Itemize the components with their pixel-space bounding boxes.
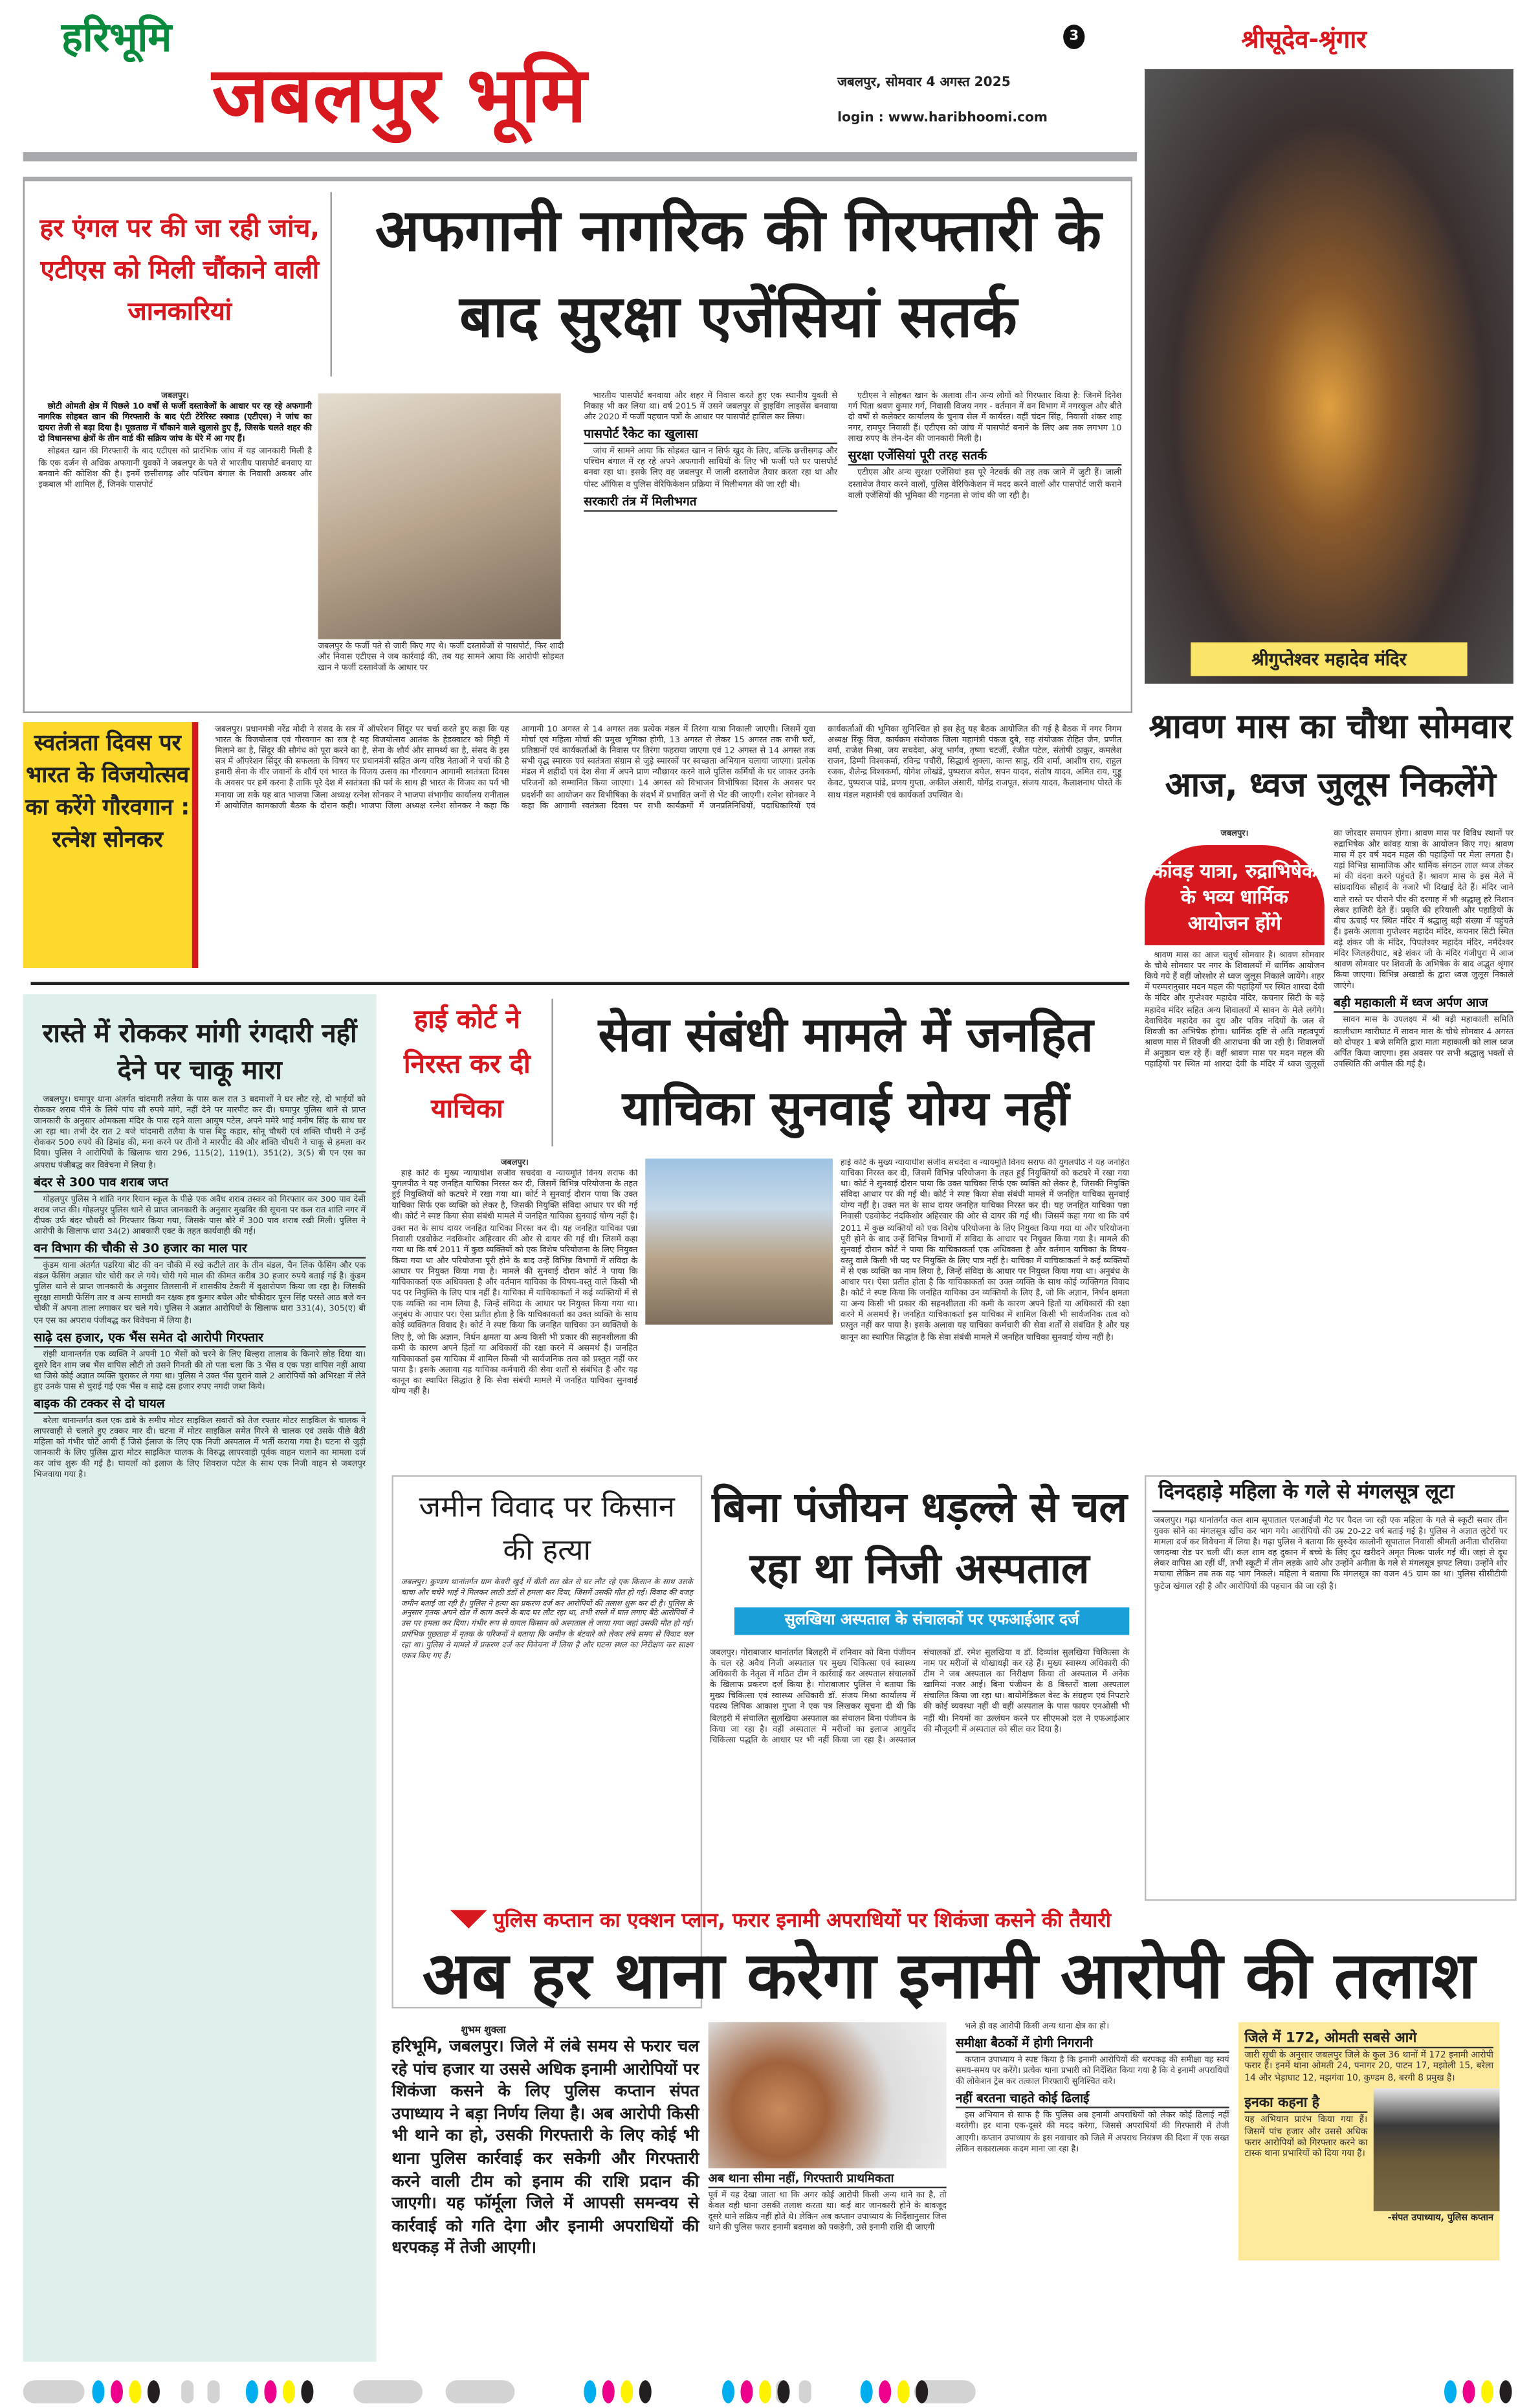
main-text: कप्तान उपाध्याय ने स्पष्ट किया है कि इनामी आरोपियों की धरपकड़ की समीक्षा वह स्वयं समय-समय पर करेंगे। प्रत्येक थाना प्रभारी को निर्देशित किया गया है कि वे इनामी अपराधियों की लोकेशन ट्रेस कर तत्काल गिरफ्तारी सुनिश्चित करें। [955,2056,1229,2088]
highcourt-col-1 [391,1158,637,1450]
dateline: जबलपुर। [501,1158,529,1168]
dateline: जबलपुर। [1220,830,1249,839]
color-registration-dot [639,2380,652,2403]
highcourt-kicker: हाई कोर्ट ने निरस्त कर दी याचिका [404,1004,531,1125]
highcourt-col-2: हाई कोर्ट के मुख्य न्यायाधीश संजीव सचदेवा व न्यायमूर्ति विनय सराफ की युगलपीठ ने यह जनहित याचिका निरस्त कर दी, जिसमें विभिन्न परियोजना के तहत हुई नियुक्तियों को कटघरे में रखा गया था। कोर्ट ने सुनवाई दौरान पाया कि उक्त याचिका सिर्फ एक व्यक्ति को लेकर है, जिसकी नियुक्ति संविदा आधार पर की गई थी। कोर्ट ने स्पष्ट किया सेवा संबंधी मामले में जनहित याचिका सुनवाई योग्य नहीं है। उक्त मत के साथ दायर जनहित याचिका निरस्त कर दी। यह जनहित याचिका पन्ना निवासी एडवोकेट नंदकिशोर अहिरवार की ओर से दायर की गई थी। जिसमें कहा गया था कि वर्ष 2011 में कुछ व्यक्तियों को एक विशेष परियोजना के लिए नियुक्त किया गया था और परियोजना पूरी होने के बाद उन्हें विभिन्न विभागों में संविदा के आधार पर नियुक्त किया गया है। मामले की सुनवाई दौरान कोर्ट ने पाया कि याचिकाकर्ता एक अधिवक्ता है और वर्तमान याचिका के विषय-वस्तु वाले किसी भी पद पर नियुक्ति के लिए पात्र नहीं है। याचिका में याचिकाकर्ता ने कई व्यक्तियों में से एक व्यक्ति का नाम लिया है, जिन्हें संविदा के आधार पर नियुक्त किया गया था। अनुबंध के आधार पर। ऐसा प्रतीत होता है कि याचिकाकर्ता का उक्त व्यक्ति के साथ कोई व्यक्तिगत विवाद है। कोर्ट ने स्पष्ट किया कि जनहित याचिका उन व्यक्तियों के लिए है, जो कि अज्ञान, निर्धन क्षमता या अन्य किसी भी प्रकार की सहनशीलता की कमी के कारण अपने हितों या अधिकारों की रक्षा करने में असमर्थ हैं। जनहित याचिकाकर्ता इस याचिका में शामिल किसी भी सार्वजनिक तत्व को प्रस्तुत नहीं कर पाया है। इसके अलावा यह याचिका कर्मचारी की सेवा शर्तों से संबंधित है और यह कानून का स्थापित सिद्धांत है कि सेवा संबंधी मामले में जनहित याचिका सुनवाई योग्य नहीं है। [840,1158,1130,1343]
crime-brief-column [23,994,377,2361]
color-registration-dot [861,2380,873,2403]
land-text: जबलपुर। कुण्डम थानांतर्गत ग्राम केवरी खुर्द में बीती रात खेत से घर लौट रहे एक किसान के साथ उसके चाचा और चचेरे भाई ने मिलकर लाठी डंडों से हमला कर दिया, जिसमें उसकी मौत हो गई। विवाद की वजह जमीन बताई जा रही है। पुलिस ने हत्या का प्रकरण दर्ज कर आरोपियों की तलाश शुरू कर दी है। पुलिस के अनुसार मृतक अपने खेत में काम करने के बाद घर लौट रहा था, तभी रास्ते में घात लगाए बैठे आरोपियों ने उस पर हमला कर दिया। गंभीर रूप से घायल किसान को अस्पताल ले जाया गया जहां उसकी मौत हो गई। प्रारंभिक पूछताछ में मृतक के परिजनों ने बताया कि जमीन के बंटवारे को लेकर लंबे समय से विवाद चल रहा था। पुलिस ने मामले में प्रकरण दर्ज कर विवेचना में लिया है और घटना स्थल का निरीक्षण कर साक्ष्य एकत्र किए गए हैं। [401,1578,693,1661]
main-text: भले ही वह आरोपी किसी अन्य थाना क्षेत्र का हो। [965,2022,1110,2032]
chain-snatching-headline: दिनदहाड़े महिला के गले से मंगलसूत्र लूटा [1152,1477,1509,1512]
color-registration-dot [111,2380,123,2403]
stats-box [1238,2022,1500,2260]
section-rule [30,982,1129,985]
subheading: सुरक्षा एजेंसियां पूरी तरह सतर्क [848,449,1122,466]
quote-title: इनका कहना है [1244,2092,1367,2113]
hospital-banner: सुलखिया अस्पताल के संचालकों पर एफआईआर दर्ज [734,1607,1129,1635]
lead-body: जांच में सामने आया कि सोहबत खान न सिर्फ खुद के लिए, बल्कि छत्तीसगढ़ और पश्चिम बंगाल में रह रहे अपने अफगानी साथियों के लिए भी फर्जी पते पर पासपोर्ट बनवा रहा था। इसके लिए वह जबलपुर में जाली दस्तावेज तैयार करता रहा था और पोस्ट ऑफिस व पुलिस वेरिफिकेशन प्रक्रिया में मिलीभगत की जा रही थी। [584,447,838,490]
kicker-divider [331,192,332,377]
color-registration-dot [916,2380,928,2403]
brief-text: जबलपुर। घमापुर थाना अंतर्गत चांदमारी तलैया के पास कल रात 3 बदमाशों ने घर लौट रहे, दो भाईयों को रोककर शराब पीने के लिये पांच सौ रुपये मांगे, नहीं देने पर मारपीट कर दी। घमापुर पुलिस थाने से प्राप्त जानकारी के अनुसार ओमकला मंदिर के पास रहने वाला आयुष पटेल, अपने ममेरे भाई मनीष सिंह के साथ घर आ रहा था। तभी देर रात 2 बजे चांदमारी तलैया के पास बिट्टू कहार, सोनू चौधरी एवं शक्ति चौधरी ने उन्हें रोककर 500 रुपये की डिमांड की, मना करने पर तीनों ने मारपीट की और शक्ति चौधरी ने चाकू से हमला कर दिया। पुलिस ने आरोपियों के खिलाफ धारा 296, 115(2), 119(1), 351(2), 3(5) बी एन एस का अपराध पंजीबद्ध कर विवेचना में लिया है। [34,1096,366,1171]
lead-body: सोहबत खान की गिरफ्तारी के बाद एटीएस को प्रारंभिक जांच में यह जानकारी मिली है कि एक दर्जन से अधिक अफगानी युवकों ने जबलपुर के पते से भारतीय पासपोर्ट बनवाए या बनवाने की कोशिश की है। इनमें छत्तीसगढ़ और पश्चिम बंगाल के निवासी अकबर और इकबाल भी शामिल हैं, जिनके पासपोर्ट [38,448,313,490]
registration-pill [23,2380,85,2403]
lead-kicker: हर एंगल पर की जा रही जांच, एटीएस को मिली चौंकाने वाली जानकारियां [39,214,320,326]
main-col-3 [956,2022,1229,2260]
hospital-body: जबलपुर। गोराबाजार थानांतर्गत बिलहरी में शनिवार को बिना पंजीयन के चल रहे अवैध निजी अस्पताल पर मुख्य चिकित्सा एवं स्वास्थ्य अधिकारी के नेतृत्व में गठित टीम ने कार्रवाई कर अस्पताल संचालकों के खिलाफ प्रकरण दर्ज किया है। गोराबाजार पुलिस ने बताया कि मुख्य चिकित्सा एवं स्वास्थ्य अधिकारी डॉ. संजय मिश्रा कार्यालय में पदस्थ लिपिक आकाश गुप्ता ने एक पत्र लिखकर सूचना दी थी कि बिलहरी में संचालित सुलखिया अस्पताल का संचालन बिना पंजीयन के किया जा रहा है। वहीं अस्पताल में मरीजों का इलाज आयुर्वेद चिकित्सा पद्धति के आधार पर भी नहीं किया जा रहा है। अस्पताल संचालकों डॉ. रमेश सुलखिया व डॉ. दिव्यांश सुलखिया चिकित्सा के नाम पर मरीजों से धोखाधड़ी कर रहे हैं। मुख्य स्वास्थ्य अधिकारी की टीम ने जब अस्पताल का निरीक्षण किया तो अस्पताल में अनेक खामियां नजर आईं। बिना पंजीयन के 8 बिस्तरों वाला अस्पताल संचालित किया जा रहा था। बायोमेडिकल वेस्ट के संग्रहण एवं निपटारे की कोई व्यवस्था नहीं थी वहीं अस्पताल के पास फायर एनओसी भी नहीं थी। नियमों का उल्लंघन करने पर सीएमओ दल ने एफआईआर की मौजूदगी में अस्पताल को सील कर दिया है। [710,1648,1130,1745]
main-col-2: पूर्व में यह देखा जाता था कि अगर कोई आरोपी किसी अन्य थाने का है, तो केवल वही थाना उसकी तलाश करता था। कई बार जानकारी होने के बावजूद दूसरे थाने सक्रिय नहीं होते थे। लेकिन अब कप्तान उपाध्याय के निर्देशानुसार जिस थाने की पुलिस फरार इनामी बदमाश को पकड़ेगी, उसे इनामी राशि दी जाएगी [708,2191,947,2233]
shravan-text: सावन मास के उपलक्ष्य में श्री बड़ी महाकाली समिति कालीधाम ग्वारीघाट में सावन मास के चौथे सोमवार 4 अगस्त को दोपहर 1 बजे समिति द्वारा माता महाकाली को लाल ध्वज अर्पित किया जाएगा। इस अवसर पर सभी श्रद्धालु भक्तों से उपस्थिति की अपील की गई है। [1334,1016,1513,1070]
page-number: 3 [1063,25,1084,49]
edition-title: जबलपुर भूमि [212,50,587,140]
subheading: सरकारी तंत्र में मिलीभगत [584,494,837,511]
subheading: नहीं बरतना चाहते कोई ढिलाई [956,2092,1229,2109]
main-intro: हरिभूमि, जबलपुर। जिले में लंबे समय से फरार चल रहे पांच हजार या उससे अधिक इनामी आरोपियों पर शिकंजा कसने के लिए पुलिस कप्तान संपत उपाध्याय ने बड़ा निर्णय लिया है। अब आरोपी किसी भी थाने का हो, उसकी गिरफ्तारी के लिए कोई भी थाना पुलिस कार्रवाई कर सकेगी और गिरफ्तारी करने वाली टीम को इनाम की राशि प्रदान की जाएगी। यह फॉर्मूला जिले में आपसी समन्वय से कार्रवाई को गति देगा और इनामी अपराधियों की धरपकड़ में तेजी आएगी। [391,2037,699,2258]
color-registration-dot [722,2380,734,2403]
highcourt-text: हाई कोर्ट के मुख्य न्यायाधीश संजीव सचदेवा व न्यायमूर्ति विनय सराफ की युगलपीठ ने यह जनहित याचिका निरस्त कर दी, जिसमें विभिन्न परियोजना के तहत हुई नियुक्तियों को कटघरे में रखा गया था। कोर्ट ने सुनवाई दौरान पाया कि उक्त याचिका सिर्फ एक व्यक्ति को लेकर है, जिसकी नियुक्ति संविदा आधार पर की गई थी। कोर्ट ने स्पष्ट किया सेवा संबंधी मामले में जनहित याचिका सुनवाई योग्य नहीं है। उक्त मत के साथ दायर जनहित याचिका निरस्त कर दी। यह जनहित याचिका पन्ना निवासी एडवोकेट नंदकिशोर अहिरवार की ओर से दायर की गई थी। जिसमें कहा गया था कि वर्ष 2011 में कुछ व्यक्तियों को एक विशेष परियोजना के लिए नियुक्त किया गया था और परियोजना पूरी होने के बाद उन्हें विभिन्न विभागों में संविदा के आधार पर नियुक्त किया गया है। मामले की सुनवाई दौरान कोर्ट ने पाया कि याचिकाकर्ता एक अधिवक्ता है और वर्तमान याचिका के विषय-वस्तु वाले किसी भी पद पर नियुक्ति के लिए पात्र नहीं है। याचिका में याचिकाकर्ता ने कई व्यक्तियों में से एक व्यक्ति का नाम लिया है, जिन्हें संविदा के आधार पर नियुक्त किया गया था। अनुबंध के आधार पर। ऐसा प्रतीत होता है कि याचिकाकर्ता का उक्त व्यक्ति के साथ कोई व्यक्तिगत विवाद है। कोर्ट ने स्पष्ट किया कि जनहित याचिका उन व्यक्तियों के लिए है, जो कि अज्ञान, निर्धन क्षमता या अन्य किसी भी प्रकार की सहनशीलता की कमी के कारण अपने हितों या अधिकारों की रक्षा करने में असमर्थ हैं। जनहित याचिकाकर्ता इस याचिका में शामिल किसी भी सार्वजनिक तत्व को प्रस्तुत नहीं कर पाया है। इसके अलावा यह याचिका कर्मचारी की सेवा शर्तों से संबंधित है और यह कानून का स्थापित सिद्धांत है कि सेवा संबंधी मामले में जनहित याचिका सुनवाई योग्य नहीं है। [391,1169,638,1397]
color-registration-dot [148,2380,160,2403]
highcourt-headline: सेवा संबंधी मामले में जनहित याचिका सुनवाई योग्य नहीं [598,1008,1094,1138]
main-story [391,1905,1506,2260]
photo-caption: श्रीगुप्तेश्वर महादेव मंदिर [1191,643,1467,676]
lead-col-2 [584,392,837,514]
independence-kicker-box [23,722,199,968]
lead-body: भारतीय पासपोर्ट बनवाया और शहर में निवास करते हुए एक स्थानीय युवती से निकाह भी कर लिया था। वर्ष 2015 में उसने जबलपुर से ड्राइविंग लाइसेंस बनवाया और 2020 में फर्जी पहचान पत्रों के आधार पर पासपोर्ट हासिल कर लिया। [584,392,838,423]
shravan-headline: श्रावण मास का चौथा सोमवार आज, ध्वज जुलूस निकलेंगे [1149,708,1513,806]
subheading: वन विभाग की चौकी से 30 हजार का माल पार [34,1242,366,1259]
registration-pill [181,2380,193,2403]
subheading: बड़ी महाकाली में ध्वज अर्पण आज [1334,997,1513,1013]
haribhoomi-logo[interactable]: हरिभूमि [61,15,172,61]
issue-date: जबलपुर, सोमवार 4 अगस्त 2025 [837,75,1011,91]
land-headline: जमीन विवाद पर किसान की हत्या [419,1490,675,1567]
quote-author: -संपत उपाध्याय, पुलिस कप्तान [1387,2213,1494,2224]
main-text: इस अभियान से साफ है कि पुलिस अब इनामी अपराधियों को लेकर कोई ढिलाई नहीं बरतेगी। हर थाना एक-दूसरे की मदद करेगा, जिससे अपराधियों की गिरफ्तारी में तेजी आएगी। कप्तान उपाध्याय के इस नवाचार को जिले में अपराध नियंत्रण की दिशा में एक सख्त लेकिन सकारात्मक कदम माना जा रहा है। [955,2112,1229,2154]
highcourt-building-photo [645,1158,833,1324]
independence-body: जबलपुर। प्रधानमंत्री नरेंद्र मोदी ने संसद के सत्र में ऑपरेशन सिंदूर पर चर्चा करते हुए कहा कि यह भारत के विजयोत्सव एवं गौरवगान का सत्र है यह विजयोत्सव आतंक के हेडक्वाटर को मिट्टी में मिलाने का है, सिंदूर की सौगंध को पूरा करने का है, सेना के शौर्य और सामर्थ्य का है, संसद के इस सत्र में ऑपरेशन सिंदूर की सफलता के विषय पर प्रधानमंत्री सहित अन्य वरिष्ठ नेताओं ने चर्चा की है हमारी सेना के वीर जवानों के शौर्य एवं भारत के विजय उत्सव का गौरवगान आगामी स्वतंत्रता दिवस के अवसर पर हमें करना है ताकि पूरे देश में स्वतंत्रता की पर्व के साथ ही भारत के विजय का पर्व भी मनाया जा सके यह बात भाजपा जिला अध्यक्ष रत्नेश सोनकर ने भाजपा संभागीय कार्यालय रानीताल में आयोजित कामकाजी बैठक के दौरान कही। भाजपा जिला अध्यक्ष रत्नेश सोनकर ने कहा कि आगामी 10 अगस्त से 14 अगस्त तक प्रत्येक मंडल में तिरंगा यात्रा निकाली जाएगी। जिसमें युवा मोर्चा एवं महिला मोर्चा की प्रमुख भूमिका होगी, 13 अगस्त से लेकर 15 अगस्त तक सभी घरों, प्रतिष्ठानों एवं कार्यकर्ताओं के निवास पर तिरंगा फहराया जाएगा एवं 12 अगस्त से 14 अगस्त तक सभी वृद्ध स्मारक एवं स्वतंत्रता संग्राम से जुड़े स्मारकों पर स्वच्छता अभियान चलाया जाएगा। प्रत्येक मंडल में शहीदों एवं देश सेवा में अपने प्राण न्यौछावर करने वाले पुलिस कर्मियों के घर जाकर उनके परिजनों को सम्मानित किया जाएगा। 14 अगस्त को विभाजन विभीषिका दिवस के अवसर पर प्रदर्शनी का आयोजन कर विभीषिका के संदर्भ में प्रभावित जनों से भेंट की जाएगी। रत्नेश सोनकर ने कहा कि आगामी स्वतंत्रता दिवस पर सभी कार्यक्रमों में जनप्रतिनिधियों, पदाधिकारियों एवं कार्यकर्ताओं की भूमिका सुनिश्चित हो इस हेतु यह बैठक आयोजित की गई है बैठक में नगर निगम अध्यक्ष रिंकू विज, कार्यक्रम संयोजक जिला महामंत्री पंकज दुबे, सह संयोजक रोहित जैन, प्रणीत वर्मा, राजेश मिश्रा, जय सचदेवा, अंजू भार्गव, तृष्णा चटर्जी, रंजीत पटेल, संतोषी ठाकुर, कमलेश राजन, डिम्पी विश्वकर्मा, रविन्द्र पचौरी, सिद्धार्थ शुक्ला, कान्त साहू, रवि शर्मा, आशीष राय, राहुल रजक, शैलेन्द्र विश्वकर्मा, योगेश लोखंडे, पुष्पराज बघेल, सपन यादव, संतोष यादव, अमित राय, गुड्डू केवट, पुष्पराज पांडे, प्रणय गुप्ता, अकील अंसारी, योगेंद्र राजपूत, संजय यादव, कैलाशनाथ पोरते के साथ मंडल महामंत्री एवं कार्यकर्ता उपस्थित थे। [215,725,1122,811]
color-registration-dot [283,2380,295,2403]
lead-headline: अफगानी नागरिक की गिरफ्तारी के बाद सुरक्षा एजेंसियां सतर्क [375,196,1102,351]
lead-col-1 [38,392,312,492]
kicker-divider [551,999,553,1146]
color-registration-dot [741,2380,753,2403]
shravan-text: श्रावण मास का आज चतुर्थ सोमवार है। श्रावण सोमवार के चौथे सोमवार पर नगर के शिवालयों में धार्मिक आयोजन किये गये हैं वहीं जोरशोर से ध्वज जुलूस निकाले जायेंगे। शहर में परम्परानुसार मदन महल की पहाड़ियों पर स्थित शारदा देवी के मंदिर और गुप्तेश्वर महादेव मंदिर, कचनार सिटी के बड़े महादेव मंदिर सहित अन्य शिवालयों में सावन के मेले लगेंगे। देवाधिदेव महादेव का दूध और पवित्र नदियों के जल से शिवजी का अभिषेक होगा। धार्मिक दृष्टि से अति महत्वपूर्ण श्रावण मास में शिवजी की आराधना की जा रही है। शिवालयों में अनुष्ठान चल रहे हैं। वहीं श्रावण मास पर मदन महल की पहाड़ियों पर स्थित मां शारदा देवी के मंदिर में ध्वज जुलूसों का जोरदार समापन होगा। श्रावण मास पर विविध स्थानों पर रुद्राभिषेक और कांवड़ यात्रा के आयोजन किए गए। श्रावण मास में हर वर्ष मदन महल की पहाड़ियों पर मेला लगता है। यहां विभिन्न सामाजिक और धार्मिक संगठन लाल ध्वज लेकर मां की वंदना करने पहुंचते हैं। श्रावण मास के इस मेले में सांप्रदायिक सौहार्द के नजारे भी दिखाई देते हैं। मंदिर जाने वाले रास्ते पर पीराने पीर की दरगाह में भी श्रद्धालु हरे निशान लेकर हाजिरी देते हैं। प्रकृति की हरियाली और पहाड़ियों के बीच ऊंचाई पर स्थित मंदिर में श्रद्धालु बड़ी संख्या में पहुंचते हैं। इसके अलावा गुप्तेश्वर महादेव मंदिर, कचनार सिटी स्थित बड़े शंकर जी के मंदिर, पिपलेश्वर महादेव मंदिर, नर्मदेश्वर मंदिर जिलहरीघाट, बड़े शंकर जी के मंदिर गंजीपुरा में आज श्रावण सोमवार पर शिवजी के अभिषेक के बाद अद्भुत श्रृंगार किया जाएगा। विभिन्न अखाड़ों के द्वारा ध्वज जुलूस निकाले जाएंगे। [1145,830,1513,1070]
lead-intro: छोटी ओमती क्षेत्र में पिछले 10 वर्षों से फर्जी दस्तावेजों के आधार पर रह रहे अफगानी नागरिक सोहबत खान की गिरफ्तारी के बाद एंटी टेरेरिस्ट स्क्वाड (एटीएस) ने जांच का दायरा तेजी से बढ़ा दिया है। पूछताछ में चौंकाने वाले खुलासे हुए हैं, जिसके चलते शहर की दो विधानसभा क्षेत्रों के तीन वार्ड की सक्रिय जांच के घेरे में आ गए हैं। [38,403,313,445]
police-chief-photo [1374,2088,1500,2211]
subheading: पासपोर्ट रैकेट का खुलासा [584,428,837,445]
subheading: समीक्षा बैठकों में होगी निगरानी [956,2036,1229,2053]
photo-caption-text: जबलपुर के फर्जी पते से जारी किए गए थे। फर्जी दस्तावेजों से पासपोर्ट, फिर शादी और निवास एटीएस ने जब कार्रवाई की, तब यह सामने आया कि आरोपी सोहबत खान ने फर्जी दस्तावेजों के आधार पर [318,642,564,674]
chain-snatching-story [1145,1475,1517,1901]
hospital-story [710,1478,1129,1747]
subheading: साढ़े दस हजार, एक भैंस समेत दो आरोपी गिरफ्तार [34,1330,366,1347]
extortion-headline: रास्ते में रोककर मांगी रंगदारी नहीं देने पर चाकू मारा [42,1019,357,1087]
registration-pill [446,2380,515,2403]
quote-text: यह अभियान प्रारंभ किया गया हैं। जिसमें पांच हजार और उससे अधिक फरार आरोपियों को गिरफ्तार करने का टास्क थाना प्रभारियों को दिया गया हैं। [1244,2116,1368,2160]
image-caption: अब थाना सीमा नहीं, गिरफ्तारी प्राथमिकता [709,2171,947,2188]
brief-text: रांझी थानान्तर्गत एक व्यक्ति ने अपनी 10 भैंसों को चरने के लिए बिल्हरा तालाब के किनारे छोड़ दिया था। दूसरे दिन शाम जब भैंस वापिस लौटी तो उसने गिनती की तो पता चला कि 3 भैंस व एक पड़ा वापिस नहीं आया था जिसे कोई अज्ञात व्यक्ति चुराकर ले गया था। पुलिस ने उक्त भैंस चुराने वाले 2 आरोपियों को अभिरक्षा में लेते हुए उनके पास से चुराई गई एक भैंस व साढ़े दस हजार रुपए नगदी जब्त किये। [34,1350,366,1393]
byline: शुभम शुक्ला [461,2024,506,2037]
color-registration-dot [1481,2380,1493,2403]
brief-text: बरेला थानान्तर्गत कल एक ढाबे के समीप मोटर साइकिल सवारों को तेज रफ्तार मोटर साइकिल के चालक ने लापरवाही से चलाते हुए टक्कर मार दी। घटना में मोटर साइकिल समेत गिरने से चालक एवं उसके पीछे बैठी महिला को गंभीर चोटें आयी हैं जिसे ईलाज के लिए एक निजी अस्पताल में भर्ती कराया गया है। घटना से जुड़ी जानकारी के लिए पुलिस द्वारा मोटर साइकिल चालक के विरुद्ध लापरवाही पूर्वक वाहन चलाने का मामला दर्ज कर जांच शुरू की गई है। घायलों को इलाज के लिए शिवराज पटेल के साथ एक निजी वाहन से जबलपुर भिजवाया गया है। [34,1417,366,1481]
hospital-headline: बिना पंजीयन धड़ल्ले से चल रहा था निजी अस्पताल [712,1484,1127,1594]
stats-text: जारी सूची के अनुसार जबलपुर जिले के कुल 36 थानों में 172 इनामी आरोपी फरार हैं। इनमें थाना ओमती 24, पनागर 20, पाटन 17, मझोली 15, बरेला 14 और भेड़ाघाट 12, मझगंवा 10, कुण्डम 8, बरगी 8 प्रमुख हैं। [1244,2051,1494,2084]
registration-pill [208,2380,220,2403]
color-registration-dot [621,2380,633,2403]
dateline: जबलपुर। [161,392,190,401]
brief-text: कुंडम थाना अंतर्गत पडरिया बीट की वन चौकी में रखे कटीले तार के तीन बंडल, चैन लिंक फेंसिंग और एक बंडल फेंसिंग अज्ञात चोर चोरी कर ले गये। चोरी गये माल की कीमत करीब 30 हजार रुपये बताई गई है। कुंडम पुलिस थाने से प्राप्त जानकारी के अनुसार तिलसानी में शासकीय टेकरी में वृक्षारोपण किया जा रहा है। जिसकी सुरक्षा सामग्री फेंसिंग तार व अन्य सामग्री वन रक्षक हव कुमार बघेल और चौकीदार पूरन सिंह परस्ते आठ बजे वन चौकी में अपना ताला लगाकर घर चले गये। पुलिस ने अज्ञात आरोपियों के खिलाफ धारा 331(4), 305(ए) बी एन एस का अपराध पंजीबद्ध कर विवेचना में लिया है। [34,1261,366,1326]
lead-body: एटीएस और अन्य सुरक्षा एजेंसियां इस पूरे नेटवर्क की तह तक जाने में जुटी हैं। जाली दस्तावेज तैयार करने वालों, पुलिस वेरिफिकेशन में मदद करने वालों और पासपोर्ट जारी कराने वाली एजेंसियों की भूमिका की गहनता से जांच की जा रही है। [848,469,1122,501]
shravan-badge: कांवड़ यात्रा, रुद्राभिषेक के भव्य धार्मिक आयोजन होंगे [1145,845,1325,945]
independence-kicker: स्वतंत्रता दिवस पर भारत के विजयोत्सव का करेंगे गौरवगान : रत्नेश सोनकर [25,731,190,853]
color-registration-dot [129,2380,141,2403]
color-registration-dot [777,2380,789,2403]
photo-title: श्रीसूदेव-श्रृंगार [1241,24,1367,54]
main-headline: अब हर थाना करेगा इनामी आरोपी की तलाश [422,1938,1475,2013]
lead-col-3 [848,392,1122,503]
color-registration-dot [879,2380,891,2403]
shravan-body [1145,830,1513,1452]
color-registration-dot [246,2380,258,2403]
chevron-down-icon [450,1910,487,1928]
color-registration-dot [759,2380,771,2403]
masthead-rule [23,152,1138,161]
color-registration-dot [264,2380,276,2403]
color-registration-dot [1500,2380,1512,2403]
accused-photo [318,393,561,639]
color-registration-dot [584,2380,596,2403]
subheading: बंदर से 300 पाव शराब जप्त [34,1175,366,1192]
color-registration-dot [1463,2380,1475,2403]
color-registration-dot [92,2380,104,2403]
highcourt-story [391,999,1129,1450]
color-registration-dot [301,2380,313,2403]
registration-pill [353,2380,423,2403]
color-registration-dot [897,2380,910,2403]
website-link[interactable]: login : www.haribhoomi.com [837,110,1048,126]
temple-photo [1145,69,1513,684]
stats-title: जिले में 172, ओमती सबसे आगे [1244,2027,1493,2048]
chain-snatching-text: जबलपुर। गढ़ा थानांतर्गत कल शाम सूपाताल एलआईजी गेट पर पैदल जा रही एक महिला के गले से स्कूटी सवार तीन युवक सोने का मंगलसूत्र खींच कर भाग गये। आरोपियों की उम्र 20-22 वर्ष बताई गई है। पुलिस ने अज्ञात लुटेरों पर मामला दर्ज कर विवेचना में लिया है। गढ़ा पुलिस ने बताया कि सुरुदेव कालोनी सूपाताल निवासी श्रीमती अनीता चौरसिया जगदम्बा रोड पर चली थीं। कल शाम वह दुकान में बच्चे के लिए दूध खरीदने अमृत मिल्क पार्लर गई थीं। जहां से दूध लेकर वापिस आ रहीं थीं, तभी स्कूटी में तीन लड़के आये और उन्होंने अनीता के गले से मंगलसूत्र झपट लिया। उन्होंने शोर मचाया लेकिन तब तक वह भाग निकले। महिला ने बताया कि मंगलसूत्र का वजन 45 ग्राम का था। पुलिस सीसीटीवी फुटेज खंगाल रही है और आरोपियों की पहचान की जा रही है। [1154,1516,1508,1591]
color-registration-dot [602,2380,615,2403]
handcuff-illustration [709,2022,947,2169]
lead-body: एटीएस ने सोहबत खान के अलावा तीन अन्य लोगों को गिरफ्तार किया है: जिनमें दिनेश गर्ग पिता श्रवण कुमार गर्ग, निवासी विजय नगर - वर्तमान में वन विभाग में नगरकुल और बीते दो वर्षों से कलेक्टर कार्यालय के चुनाव सेल में कार्यरत। वहीं चंदन सिंह, निवासी शंकर शाह नगर, रामपुर निवासी हैं। एटीएस को जांच में पासपोर्ट बनाने के लिए अब तक लगभग 10 लाख रुपए के लेन-देन की जानकारी मिली है। [848,392,1122,445]
brief-text: गोहलपुर पुलिस ने शांति नगर रियान स्कूल के पीछे एक अवैध शराब तस्कर को गिरफ्तार कर 300 पाव देसी शराब जप्त की। गोहलपुर पुलिस थाने से प्राप्त जानकारी के अनुसार मुखबिर की सूचना पर कल रात शांति नगर में दीपक उर्फ बंदर चौधरी को गिरफ्तार किया गया, जिसके पास बोरे में 300 पाव शराब रखी मिली। पुलिस ने आरोपी के खिलाफ धारा 34(2) आबकारी एक्ट के तहत कार्यवाही की गई। [34,1195,366,1237]
color-registration-dot [1444,2380,1457,2403]
subheading: बाइक की टक्कर से दो घायल [34,1397,366,1413]
main-kicker: पुलिस कप्तान का एक्शन प्लान, फरार इनामी अपराधियों पर शिकंजा कसने की तैयारी [493,1910,1111,1934]
registration-pill [799,2380,811,2403]
